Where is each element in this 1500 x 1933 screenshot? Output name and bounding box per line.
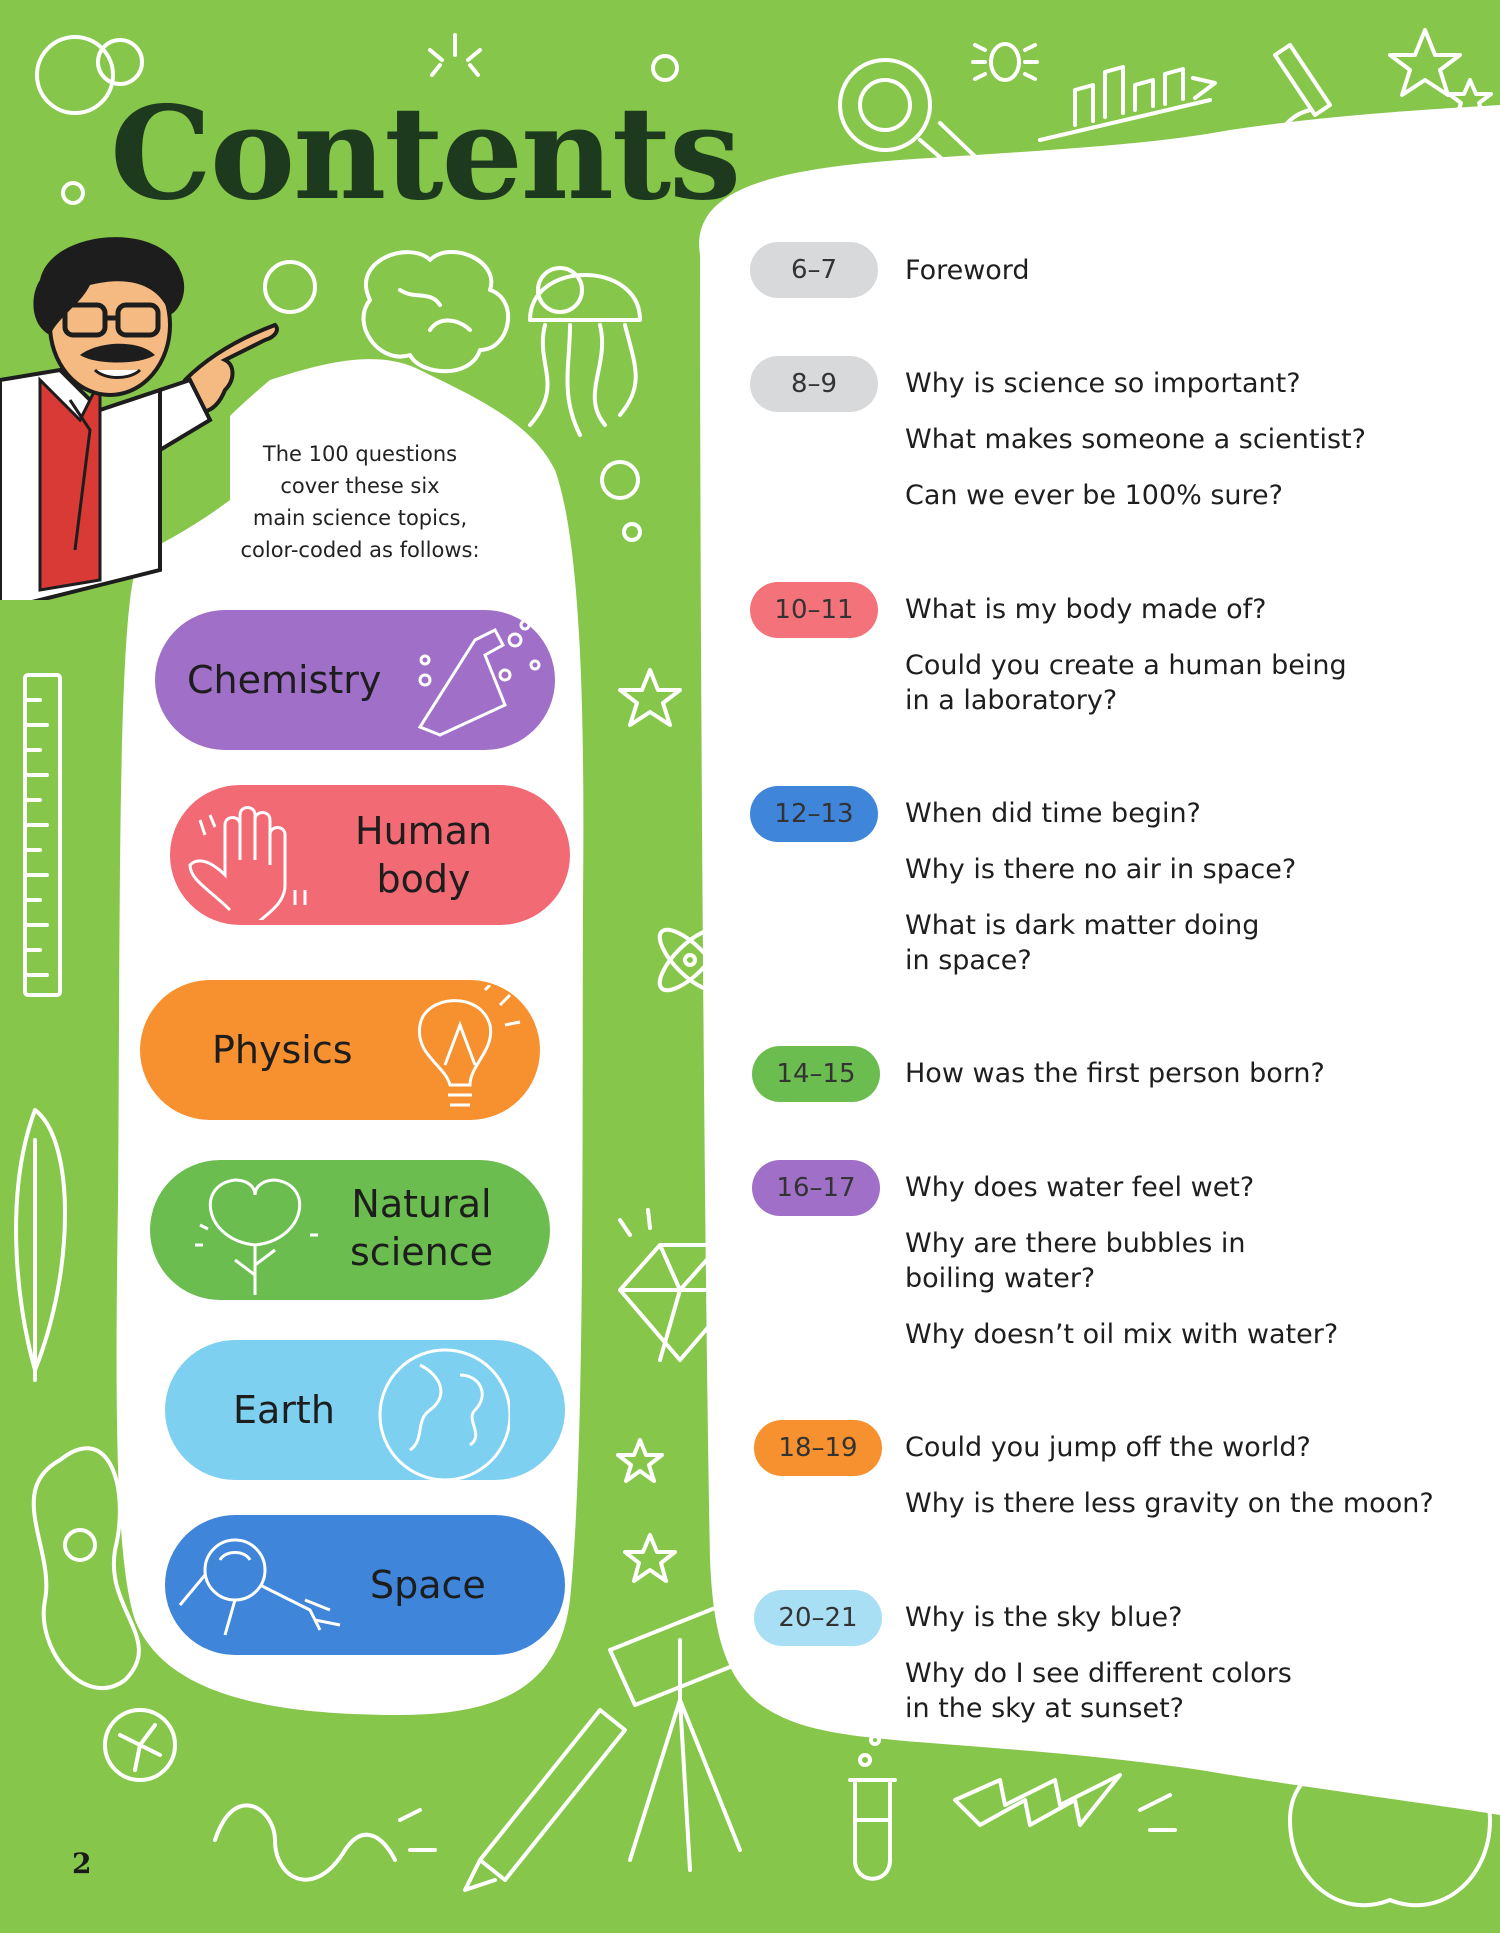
topic-earth	[165, 1340, 565, 1480]
list-item: Why is there no air in space?	[905, 854, 1297, 885]
list-item: Why is science so important?	[905, 368, 1301, 399]
star-outline-icon	[618, 670, 680, 1581]
ruler-icon	[25, 675, 60, 995]
topic-label: Human body	[355, 809, 493, 901]
intro-text: The 100 questions cover these six main science topics, color-coded as follows:	[240, 442, 480, 562]
magnifier-icon	[840, 60, 1005, 200]
list-item: Could you create a human being	[905, 650, 1347, 681]
page-range-badge: 14–15	[752, 1046, 880, 1102]
list-item: Foreword	[905, 255, 1030, 286]
topic-label: Space	[370, 1563, 486, 1607]
list-item: in a laboratory?	[905, 685, 1118, 716]
list-item: in the sky at sunset?	[905, 1693, 1184, 1724]
lightbulb-icon	[390, 985, 530, 1115]
list-item: What is dark matter doing	[905, 910, 1260, 941]
page-range-badge: 20–21	[754, 1590, 882, 1646]
jellyfish-icon	[530, 275, 640, 435]
test-tube-icon	[850, 1736, 895, 1879]
list-item: Why doesn’t oil mix with water?	[905, 1319, 1339, 1350]
list-item: boiling water?	[905, 1263, 1096, 1294]
atom-icon	[651, 921, 729, 999]
lightning-icon	[955, 1775, 1175, 1830]
list-item: Why is the sky blue?	[905, 1602, 1183, 1633]
page-range-badge: 6–7	[750, 242, 878, 298]
page-range-badge: 10–11	[750, 582, 878, 638]
list-item: in space?	[905, 945, 1032, 976]
topic-label: Natural science	[350, 1182, 493, 1274]
flask-icon	[395, 620, 545, 745]
page-range-badge: 18–19	[754, 1420, 882, 1476]
page-range-badge: 8–9	[750, 356, 878, 412]
globe-icon	[360, 1335, 510, 1485]
topic-label: Earth	[233, 1388, 335, 1432]
topic-physics	[140, 980, 540, 1120]
topic-human-body	[170, 785, 570, 925]
brain-icon	[364, 252, 509, 371]
pen-icon	[465, 1710, 625, 1890]
shell-icon	[105, 1710, 175, 1780]
list-item: What makes someone a scientist?	[905, 424, 1366, 455]
star-icon	[1390, 30, 1491, 118]
topic-natural-science	[150, 1160, 550, 1300]
page-range-badge: 16–17	[752, 1160, 880, 1216]
page-range-badge: 12–13	[750, 786, 878, 842]
cell-icon	[34, 1448, 139, 1688]
hand-icon	[180, 795, 330, 920]
diamond-icon	[620, 1210, 740, 1360]
list-item: Could you jump off the world?	[905, 1432, 1311, 1463]
squiggle-icon	[215, 1805, 435, 1879]
list-item: Why does water feel wet?	[905, 1172, 1255, 1203]
topic-chemistry	[155, 610, 555, 750]
bug-icon	[973, 44, 1037, 80]
feather-icon	[16, 1110, 65, 1380]
list-item: How was the first person born?	[905, 1058, 1325, 1089]
astronaut-icon	[175, 1525, 345, 1645]
list-item: Why is there less gravity on the moon?	[905, 1488, 1434, 1519]
list-item: Can we ever be 100% sure?	[905, 480, 1283, 511]
bar-chart-icon	[1040, 67, 1215, 140]
list-item: What is my body made of?	[905, 594, 1267, 625]
tree-icon	[185, 1165, 335, 1300]
list-item: Why are there bubbles in	[905, 1228, 1246, 1259]
sparkle-icon	[430, 35, 480, 75]
topic-space	[165, 1515, 565, 1655]
topic-label: Physics	[212, 1028, 353, 1072]
list-item: Why do I see different colors	[905, 1658, 1292, 1689]
page-number: 2	[72, 1847, 92, 1880]
microscope-icon	[1270, 45, 1380, 195]
apple-icon	[1290, 1742, 1490, 1905]
topic-label: Chemistry	[187, 658, 382, 702]
page-title: Contents	[110, 79, 740, 229]
list-item: When did time begin?	[905, 798, 1201, 829]
